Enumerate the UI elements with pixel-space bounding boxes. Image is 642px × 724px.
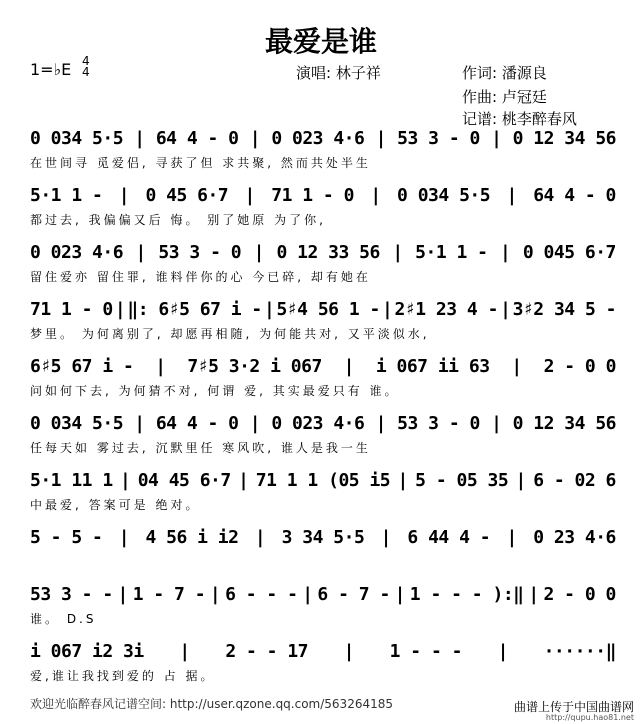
lyric-line: 谁。 D.S xyxy=(30,612,97,626)
notation-line xyxy=(30,413,616,434)
barline: | xyxy=(253,242,264,263)
measure: ······‖ xyxy=(543,641,616,662)
notation-line xyxy=(30,299,616,320)
barline: | xyxy=(244,185,255,206)
measure: 5·1 1 - xyxy=(30,185,103,206)
barline: | xyxy=(134,413,145,434)
measure: 5·1 1 - xyxy=(415,242,488,263)
measure: 64 4 - 0 xyxy=(533,185,616,206)
measure: 0 12 33 56 xyxy=(276,242,380,263)
barline: | xyxy=(302,584,313,605)
measure: 0 023 4·6 xyxy=(30,242,124,263)
notation-line xyxy=(30,242,616,263)
measure: 1 - - - xyxy=(389,641,462,662)
key-signature: 1=♭E xyxy=(30,60,72,79)
measure: 0 023 4·6 xyxy=(271,128,365,149)
barline: | xyxy=(506,185,517,206)
measure: 3 34 5·5 xyxy=(281,527,365,548)
barline: | xyxy=(375,413,386,434)
notation-line xyxy=(30,356,616,377)
barline: | xyxy=(254,527,266,548)
measure: i 067 i2 3i xyxy=(30,641,144,662)
measure: 6 - - - xyxy=(225,584,298,605)
barline: | xyxy=(506,527,517,548)
notation-line xyxy=(30,185,616,206)
barline: | xyxy=(114,299,126,320)
barline: | xyxy=(117,584,128,605)
measure: 6 - 02 6 xyxy=(533,470,616,491)
time-sig-top: 4 xyxy=(82,54,90,68)
measure: ‖: 6♯5 67 i - xyxy=(127,299,262,320)
measure: 71 1 1 (05 i5 xyxy=(255,470,391,491)
measure: 5·1 11 1 xyxy=(30,470,113,491)
lyric-line: 爱,谁让我找到爱的 占 据。 xyxy=(30,669,216,683)
lyric-line: 在世间寻 觅爱侣, 寻获了但 求共聚, 然而共处半生 xyxy=(30,156,371,170)
measure: 53 3 - 0 xyxy=(158,242,242,263)
measure: 6 44 4 - xyxy=(407,527,491,548)
measure: 0 45 6·7 xyxy=(145,185,229,206)
barline: | xyxy=(209,584,221,605)
measure: 5 - 05 35 xyxy=(415,470,509,491)
measure: 2♯1 23 4 - xyxy=(394,299,498,320)
measure: 64 4 - 0 xyxy=(155,413,239,434)
barline: | xyxy=(491,128,502,149)
transcriber-credit: 记谱: 桃李醉春风 xyxy=(462,110,577,128)
measure: 0 045 6·7 xyxy=(522,242,616,263)
notation-line xyxy=(30,584,616,605)
notation-line xyxy=(30,641,616,662)
barline: | xyxy=(375,128,386,149)
barline: | xyxy=(394,584,405,605)
measure: 2 - - 17 xyxy=(225,641,309,662)
notation-line xyxy=(30,470,616,491)
barline: | xyxy=(118,185,130,206)
measure: 5♯4 56 1 - xyxy=(276,299,380,320)
barline: | xyxy=(135,242,146,263)
measure: 53 3 - 0 xyxy=(397,413,480,434)
barline: | xyxy=(343,641,354,662)
measure: 3♯2 34 5 - xyxy=(512,299,616,320)
barline: | xyxy=(155,356,166,377)
barline: | xyxy=(249,128,261,149)
barline: | xyxy=(382,299,393,320)
barline: | xyxy=(397,470,408,491)
barline: | xyxy=(497,641,508,662)
measure: 53 3 - 0 xyxy=(397,128,480,149)
barline: | xyxy=(263,299,275,320)
barline: | xyxy=(120,470,131,491)
measure: 2 - 0 0 xyxy=(543,356,616,377)
barline: | xyxy=(491,413,502,434)
measure: 1 - - - ):‖ xyxy=(409,584,524,605)
watermark: 曲谱上传于中国曲谱网 xyxy=(513,700,634,714)
measure: 71 1 - 0 xyxy=(30,299,113,320)
measure: 7♯5 3·2 i 067 xyxy=(187,356,322,377)
measure: 4 56 i i2 xyxy=(145,527,239,548)
measure: 0 023 4·6 xyxy=(271,413,365,434)
measure: 71 1 - 0 xyxy=(271,185,354,206)
measure: 0 034 5·5 xyxy=(30,413,124,434)
footer-text: 欢迎光临醉春风记谱空间: http://user.qzone.qq.com/563264185 xyxy=(30,697,394,711)
lyric-line: 中最爱, 答案可是 绝对。 xyxy=(30,498,201,512)
composer-credit: 作曲: 卢冠廷 xyxy=(462,88,547,106)
barline: | xyxy=(370,185,381,206)
barline: | xyxy=(118,527,130,548)
song-title: 最爱是谁 xyxy=(264,25,377,58)
measure: 53 3 - - xyxy=(30,584,113,605)
lyricist-credit: 作词: 潘源良 xyxy=(462,64,547,82)
measure: 64 4 - 0 xyxy=(155,128,239,149)
barline: | xyxy=(392,242,403,263)
time-signature xyxy=(82,56,90,78)
measure: 0 12 34 56 xyxy=(512,413,616,434)
barline: | xyxy=(380,527,392,548)
watermark-url: http://qupu.hao81.net xyxy=(545,713,634,722)
lyric-line: 问如何下去, 为何猜不对, 何谓 爱, 其实最爱只有 谁。 xyxy=(30,384,400,398)
barline: | xyxy=(515,470,526,491)
barline: | xyxy=(179,641,190,662)
measure: i 067 ii 63 xyxy=(375,356,490,377)
notation-line xyxy=(30,527,616,548)
barline: | xyxy=(249,413,261,434)
lyric-line: 都过去, 我偏偏又后 悔。 别了她原 为了你, xyxy=(30,213,326,227)
measure: 6♯5 67 i - xyxy=(30,356,134,377)
time-sig-bottom: 4 xyxy=(82,65,90,79)
barline: | xyxy=(500,242,511,263)
measure: 0 034 5·5 xyxy=(30,128,124,149)
lyric-line: 梦里。 为何离别了, 却愿再相随, 为何能共对, 又平淡似水, xyxy=(30,327,430,341)
barline: | xyxy=(528,584,539,605)
measure: 5 - 5 - xyxy=(30,527,103,548)
measure: 1 - 7 - xyxy=(132,584,206,605)
barline: | xyxy=(511,356,522,377)
barline: | xyxy=(238,470,249,491)
barline: | xyxy=(500,299,511,320)
barline: | xyxy=(134,128,145,149)
measure: 0 23 4·6 xyxy=(533,527,616,548)
measure: 6 - 7 - xyxy=(317,584,390,605)
measure: 0 034 5·5 xyxy=(397,185,491,206)
measure: 2 - 0 0 xyxy=(543,584,616,605)
lyric-line: 任每天如 雾过去, 沉默里任 寒风吹, 谁人是我一生 xyxy=(30,441,371,455)
singer-credit: 演唱: 林子祥 xyxy=(296,64,381,82)
measure: 0 12 34 56 xyxy=(512,128,616,149)
barline: | xyxy=(343,356,354,377)
lyric-line: 留住爱亦 留住罪, 谁料伴你的心 今已碎, 却有她在 xyxy=(30,270,371,284)
notation-line xyxy=(30,128,616,149)
measure: 04 45 6·7 xyxy=(137,470,231,491)
